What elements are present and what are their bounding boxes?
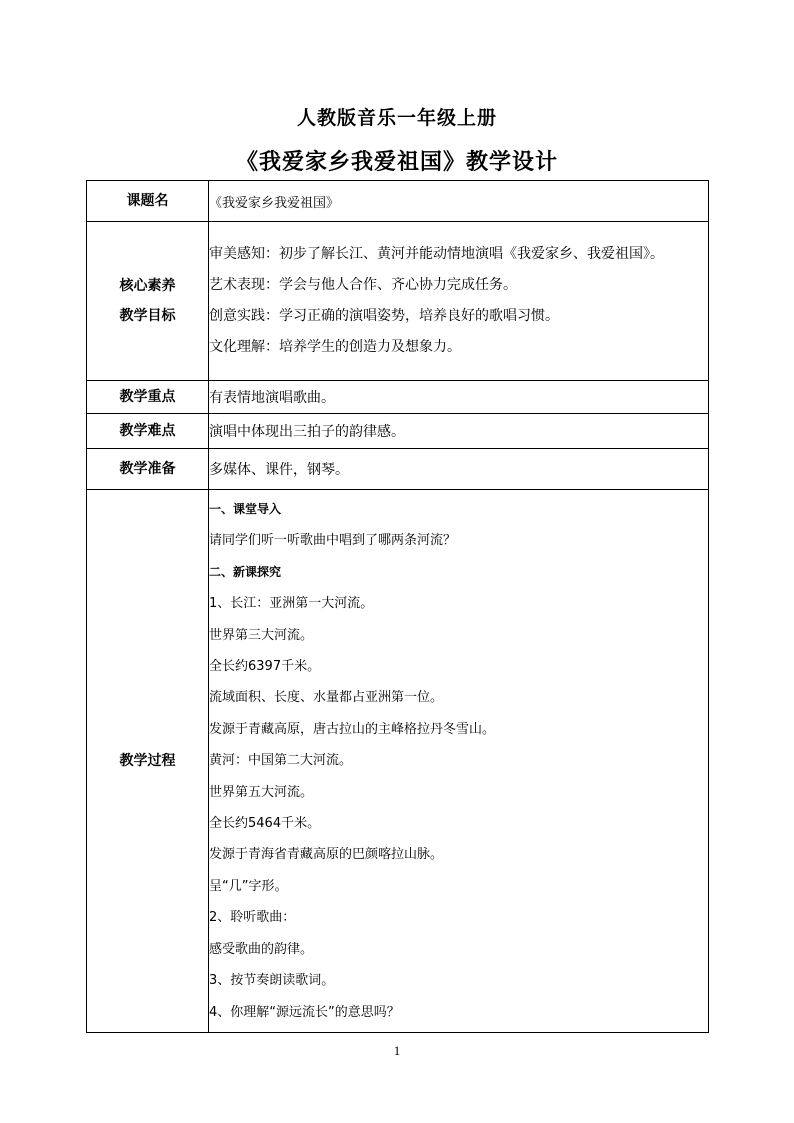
- table-row-objectives: [87, 222, 709, 381]
- objective-aesthetic: 审美感知：初步了解长江、黄河并能动情地演唱《我爱家乡、我爱祖国》。: [209, 246, 664, 262]
- process-line: 感受歌曲的韵律。: [209, 941, 314, 957]
- objectives-label: [87, 222, 209, 381]
- process-line: 发源于青海省青藏高原的巴颜喀拉山脉。: [209, 847, 444, 863]
- process-line: 3、按节奏朗读歌词。: [209, 973, 335, 989]
- objective-art-expression: 艺术表现：学会与他人合作、齐心协力完成任务。: [209, 277, 517, 293]
- lesson-plan-table: [86, 180, 709, 1033]
- table-row-difficulty: [87, 414, 709, 449]
- process-label: 教学过程: [87, 490, 209, 1033]
- process-line: 世界第三大河流。: [209, 627, 314, 643]
- objective-culture: 文化理解：培养学生的创造力及想象力。: [209, 339, 461, 355]
- table-row-preparation: [87, 449, 709, 490]
- process-line: 全长约5464千米。: [209, 816, 321, 832]
- process-line: 世界第五大河流。: [209, 784, 314, 800]
- process-line: 二、新课探究: [209, 564, 282, 579]
- key-point-label: 教学重点: [87, 381, 209, 414]
- process-line: 流域面积、长度、水量都占亚洲第一位。: [209, 690, 444, 706]
- process-line: 一、课堂导入: [209, 502, 282, 516]
- topic-value: 《我爱家乡我爱祖国》: [209, 181, 709, 222]
- table-row-key-point: [87, 381, 709, 414]
- objectives-label-line2: 教学目标: [119, 308, 176, 324]
- objectives-label-line1: 核心素养: [119, 278, 176, 294]
- process-line: 1、长江：亚洲第一大河流。: [209, 596, 374, 612]
- table-row-process: [87, 490, 709, 1033]
- topic-label: 课题名: [87, 181, 209, 222]
- document-subtitle: 《我爱家乡我爱祖国》教学设计: [235, 149, 558, 175]
- process-line: 呈“几”字形。: [209, 878, 288, 894]
- document-title: 人教版音乐一年级上册: [296, 107, 497, 129]
- objectives-content: [209, 222, 709, 381]
- preparation-value: 多媒体、课件，钢琴。: [209, 449, 709, 490]
- process-line: 4、你理解“源远流长”的意思吗？: [209, 1004, 400, 1020]
- objective-creative-practice: 创意实践：学习正确的演唱姿势，培养良好的歌唱习惯。: [209, 308, 559, 324]
- difficulty-label: 教学难点: [87, 414, 209, 449]
- table-row-topic: [87, 181, 709, 222]
- process-content: [209, 490, 709, 1033]
- process-line: 全长约6397千米。: [209, 659, 321, 675]
- difficulty-value: 演唱中体现出三拍子的韵律感。: [209, 414, 709, 449]
- process-line: 黄河：中国第二大河流。: [209, 753, 353, 769]
- page-number: 1: [393, 1043, 401, 1058]
- key-point-value: 有表情地演唱歌曲。: [209, 381, 709, 414]
- process-line: 发源于青藏高原，唐古拉山的主峰格拉丹冬雪山。: [209, 721, 496, 737]
- process-line: 请同学们听一听歌曲中唱到了哪两条河流？: [209, 533, 457, 549]
- preparation-label: 教学准备: [87, 449, 209, 490]
- process-line: 2、聆听歌曲：: [209, 910, 296, 926]
